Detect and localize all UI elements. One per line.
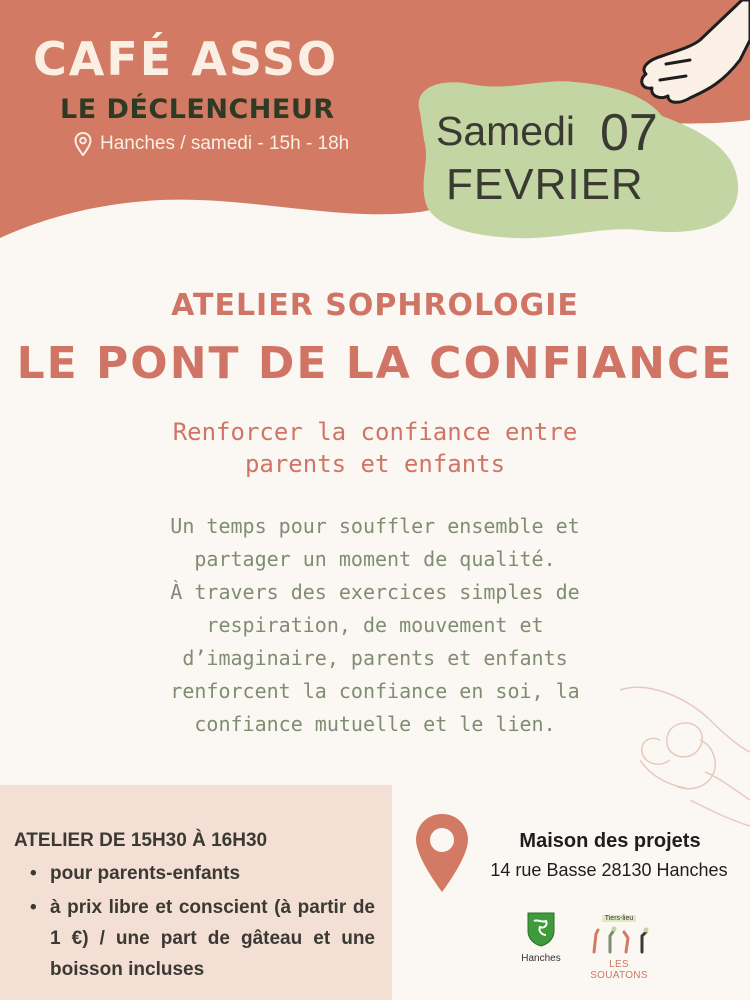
- venue-name: Maison des projets: [519, 830, 701, 852]
- schedule-title: ATELIER DE 15H30 À 16H30: [14, 830, 268, 851]
- souatons-caption: LES SOUATONS: [590, 959, 648, 981]
- map-pin-icon: [74, 132, 92, 156]
- description-line: d’imaginaire, parents et enfants: [182, 646, 568, 670]
- schedule-list: [30, 858, 375, 988]
- description-line: respiration, de mouvement et: [206, 613, 544, 637]
- description-line: renforcent la confiance en soi, la: [170, 679, 580, 703]
- description-line: Un temps pour souffler ensemble et: [170, 514, 580, 538]
- souatons-hands-icon: [584, 924, 654, 954]
- event-category: ATELIER SOPHROLOGIE: [171, 288, 579, 323]
- cafe-asso-title: CAFÉ ASSO: [33, 32, 339, 86]
- event-title: LE PONT DE LA CONFIANCE: [16, 338, 734, 389]
- date-day-number: 07: [600, 104, 658, 162]
- hanches-crest-icon: [526, 911, 556, 947]
- map-pin-icon: [414, 812, 470, 898]
- association-logo-text: LE DÉCLENCHEUR: [60, 94, 335, 125]
- event-subtitle: [0, 416, 750, 480]
- schedule-item: • pour parents-enfants: [30, 858, 375, 889]
- description-line: À travers des exercices simples de: [170, 580, 580, 604]
- hanches-logo-caption: Hanches: [521, 953, 561, 964]
- header-location-line: [74, 132, 349, 156]
- description-line: partager un moment de qualité.: [194, 547, 556, 571]
- subtitle-line: Renforcer la confiance entre: [172, 418, 578, 446]
- subtitle-line: parents et enfants: [244, 450, 506, 478]
- schedule-item: • à prix libre et conscient (à partir de 1 €) / une part de gâteau et une boisson incluses: [30, 892, 375, 985]
- souatons-tag: Tiers-lieu: [602, 915, 637, 922]
- date-day-name: Samedi: [436, 108, 576, 154]
- hanches-logo: [519, 911, 563, 964]
- header-location-text: Hanches / samedi - 15h - 18h: [100, 133, 350, 154]
- venue-address: 14 rue Basse 28130 Hanches: [490, 860, 728, 880]
- souatons-logo: [581, 905, 657, 981]
- date-month: FEVRIER: [446, 160, 644, 209]
- description-line: confiance mutuelle et le lien.: [194, 712, 556, 736]
- event-description: [0, 510, 750, 741]
